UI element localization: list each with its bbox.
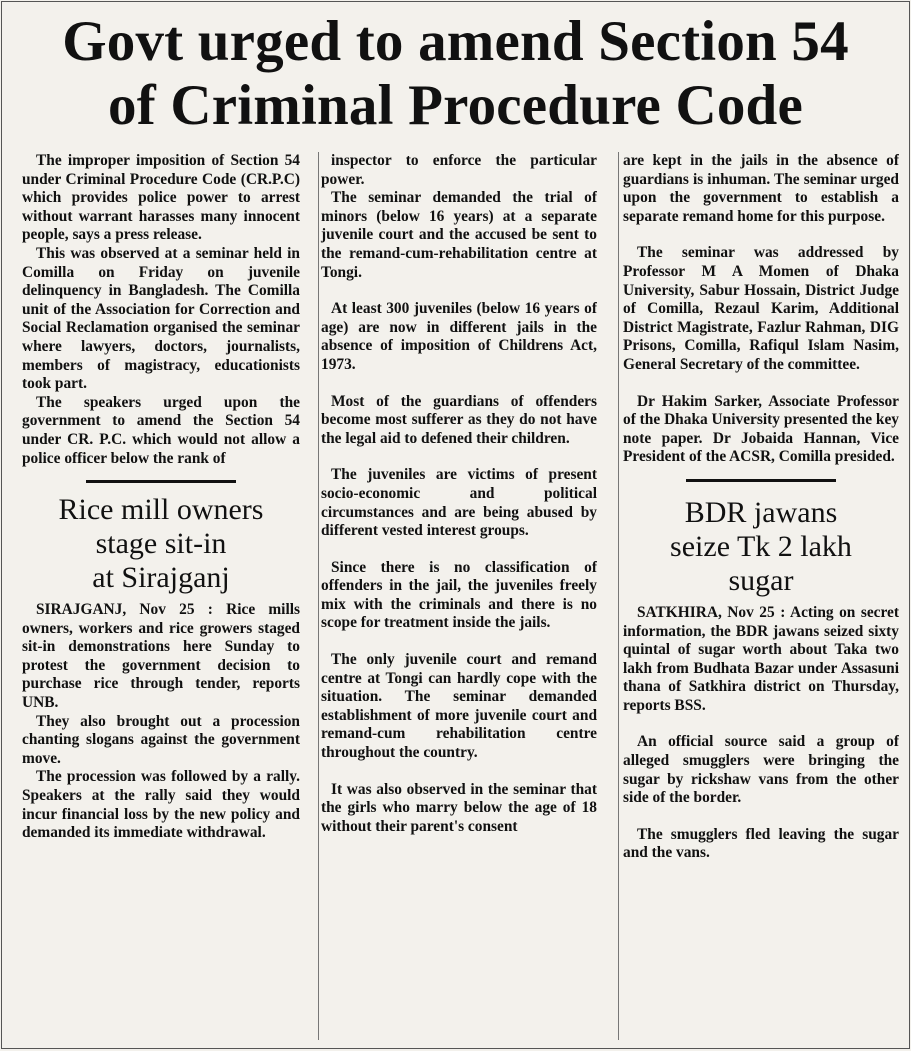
bdr-story-paragraph: SATKHIRA, Nov 25 : Acting on secret information, the BDR jawans seized sixty quintal of sugar worth about Taka two lakh from Budhata Bazar under Assasuni thana of Satkhira district on Thursday, reports BSS. xyxy=(623,603,899,714)
main-story-paragraph: are kept in the jails in the absence of guardians is inhuman. The seminar urged upon the government to establish a separate remand home for this purpose. xyxy=(623,152,899,225)
main-story-paragraph: The seminar was addressed by Professor M A Momen of Dhaka University, Sabur Hossain, District Judge of Comilla, Rezaul Karim, Additional District Magistrate, Fazlur Rahman, DIG Prisons, Comilla, Rafiqul Islam Nasim, General Secretary of the committee. xyxy=(623,244,899,373)
main-story-paragraph: This was observed at a seminar held in Comilla on Friday on juvenile delinquency in Bangladesh. The Comilla unit of the Association for Correction and Social Reclamation organised the seminar where lawyers, doctors, journalists, members of magistracy, educationists took part. xyxy=(22,244,300,393)
main-story-paragraph: Dr Hakim Sarker, Associate Professor of the Dhaka University presented the key note paper. Dr Jobaida Hannan, Vice President of the ACSR, Comilla presided. xyxy=(623,392,899,466)
bdr-headline-line-2: seize Tk 2 lakh xyxy=(670,529,852,563)
main-story-paragraph: Most of the guardians of offenders become most sufferer as they do not have the legal aid to defened their children. xyxy=(321,392,597,447)
rice-story-paragraph: The procession was followed by a rally. Speakers at the rally said they would incur financial loss by the new policy and demanded its immediate withdrawal. xyxy=(22,768,300,842)
main-story-paragraph: At least 300 juveniles (below 16 years of age) are now in different jails in the absence of imposition of Childrens Act, 1973. xyxy=(321,300,597,373)
headline-line-2: of Criminal Procedure Code xyxy=(108,74,803,137)
main-headline xyxy=(2,10,909,138)
bdr-headline-line-1: BDR jawans xyxy=(684,495,838,529)
main-story-paragraph: The seminar demanded the trial of minors (below 16 years) at a separate juvenile court and the accused be sent to the remand-cum-rehabilitation centre at Tongi. xyxy=(321,189,597,281)
section-divider xyxy=(86,480,236,483)
headline-line-1: Govt urged to amend Section 54 xyxy=(62,10,849,73)
main-story-paragraph: It was also observed in the seminar that the girls who marry below the age of 18 without their parent's consent xyxy=(321,780,597,835)
bdr-story-paragraph: An official source said a group of alleged smugglers were bringing the sugar by rickshaw vans from the other side of the border. xyxy=(623,733,899,807)
rice-story-paragraph: They also brought out a procession chanting slogans against the government move. xyxy=(22,712,300,767)
bdr-story-paragraph: The smugglers fled leaving the sugar and the vans. xyxy=(623,825,899,862)
main-story-paragraph: The only juvenile court and remand centre at Tongi can hardly cope with the situation. The seminar demanded establishment of more juvenile court and remand-cum rehabilitation centre throughout the country. xyxy=(321,651,597,762)
column-3 xyxy=(618,152,899,1040)
rice-headline-line-1: Rice mill owners xyxy=(58,493,264,527)
main-story-paragraph: The speakers urged upon the government to amend the Section 54 under CR. P.C. which would not allow a police officer below the rank of xyxy=(22,393,300,467)
column-1 xyxy=(22,152,300,1040)
main-story-paragraph: The improper imposition of Section 54 under Criminal Procedure Code (CR.P.C) which provides police power to arrest without warrant harasses many innocent people, says a press release. xyxy=(22,152,300,244)
section-divider xyxy=(686,479,836,482)
rice-story-headline xyxy=(22,493,300,595)
rice-story-paragraph: SIRAJGANJ, Nov 25 : Rice mills owners, workers and rice growers staged sit-in demonstrations here Sunday to protest the government decision to purchase rice through tender, reports UNB. xyxy=(22,601,300,712)
bdr-story-headline xyxy=(623,496,899,598)
main-story-paragraph: Since there is no classification of offenders in the jail, the juveniles freely mix with the criminals and there is no scope for treatment inside the jails. xyxy=(321,558,597,632)
rice-headline-line-2: stage sit-in xyxy=(95,527,227,561)
column-2 xyxy=(318,152,597,1040)
newspaper-clipping xyxy=(1,1,910,1049)
main-story-paragraph: The juveniles are victims of present socio-economic and political circumstances and are being abused by different vested interest groups. xyxy=(321,466,597,540)
rice-headline-line-3: at Sirajganj xyxy=(92,561,230,595)
main-story-paragraph: inspector to enforce the particular power. xyxy=(321,152,597,188)
bdr-headline-line-3: sugar xyxy=(728,563,794,597)
